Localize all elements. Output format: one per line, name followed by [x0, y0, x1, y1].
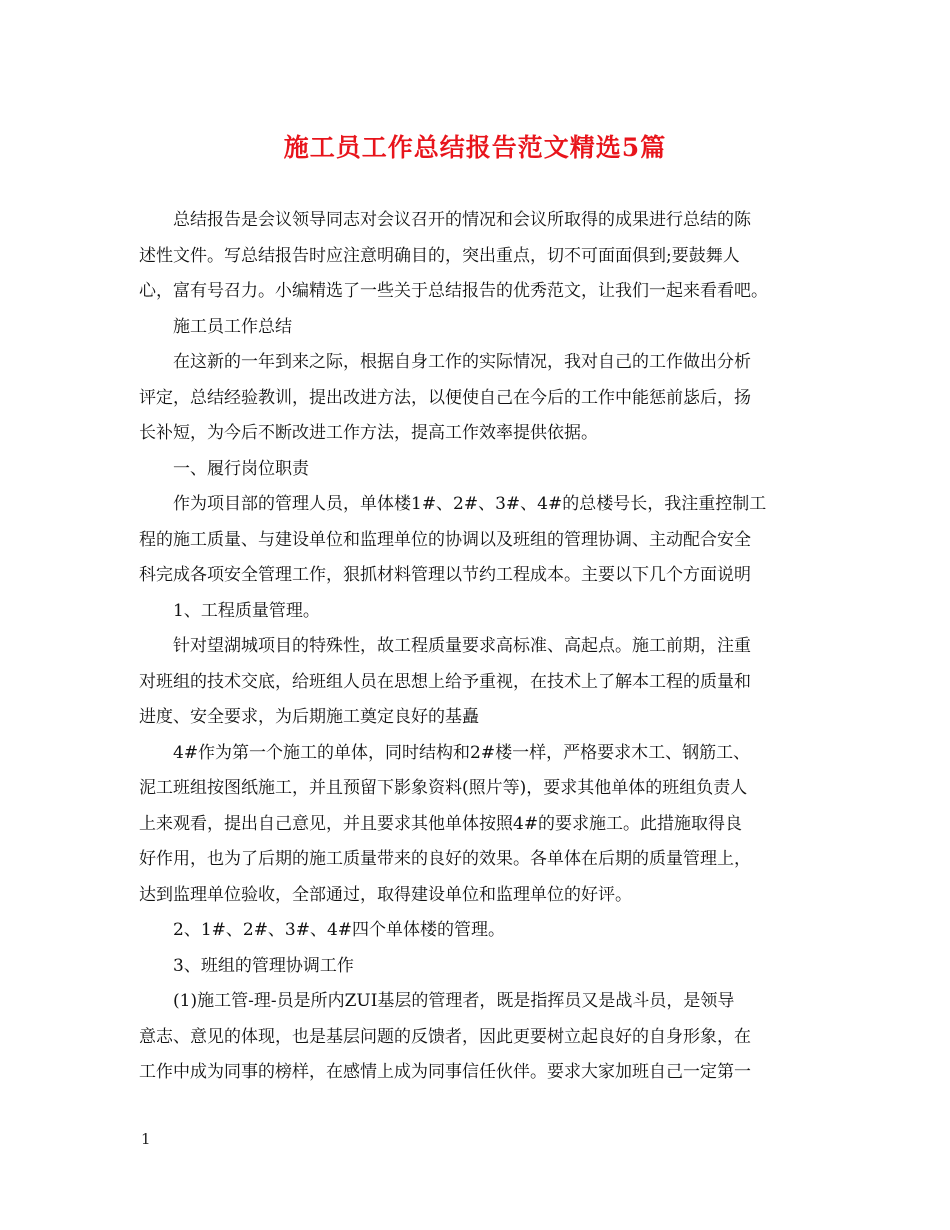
- body-line: 2、1#、2#、3#、4#四个单体楼的管理。: [173, 920, 506, 940]
- body-line: 达到监理单位验收，全部通过，取得建设单位和监理单位的好评。: [139, 884, 632, 905]
- body-line: 科完成各项安全管理工作，狠抓材料管理以节约工程成本。主要以下几个方面说明: [139, 565, 751, 585]
- body-line: 1、工程质量管理。: [173, 600, 320, 621]
- body-line: 4#作为第一个施工的单体，同时结构和2#楼一样，严格要求木工、钢筋工、: [173, 742, 751, 763]
- body-line: 工作中成为同事的榜样，在感情上成为同事信任伙伴。要求大家加班自己一定第一: [139, 1062, 751, 1082]
- body-line: 施工员工作总结: [173, 316, 292, 337]
- body-line: 述性文件。写总结报告时应注意明确目的，突出重点，切不可面面俱到;要鼓舞人: [139, 245, 740, 266]
- body-line: 上来观看，提出自己意见，并且要求其他单体按照4#的要求施工。此措施取得良: [139, 813, 743, 834]
- body-line: 长补短，为今后不断改进工作方法，提高工作效率提供依据。: [139, 423, 598, 443]
- page-number: 1: [141, 1130, 151, 1148]
- body-line: 意志、意见的体现，也是基层问题的反馈者，因此更要树立起良好的自身形象，在: [139, 1026, 751, 1047]
- body-line: 程的施工质量、与建设单位和监理单位的协调以及班组的管理协调、主动配合安全: [139, 529, 751, 550]
- document-body: [139, 203, 819, 1091]
- body-line: 总结报告是会议领导同志对会议召开的情况和会议所取得的成果进行总结的陈: [173, 210, 751, 230]
- document-title: 施工员工作总结报告范文精选5篇: [283, 133, 667, 162]
- body-line: 进度、安全要求，为后期施工奠定良好的基矗: [139, 707, 479, 727]
- body-line: 一、履行岗位职责: [173, 458, 309, 479]
- body-line: 好作用，也为了后期的施工质量带来的良好的效果。各单体在后期的质量管理上，: [139, 849, 751, 869]
- body-line: 评定，总结经验教训，提出改进方法，以便使自己在今后的工作中能惩前毖后，扬: [139, 387, 751, 408]
- body-line: 作为项目部的管理人员，单体楼1#、2#、3#、4#的总楼号长，我注重控制工: [173, 494, 767, 514]
- body-line: 心，富有号召力。小编精选了一些关于总结报告的优秀范文，让我们一起来看看吧。: [139, 281, 768, 301]
- body-line: 对班组的技术交底，给班组人员在思想上给予重视，在技术上了解本工程的质量和: [139, 671, 751, 692]
- body-line: 3、班组的管理协调工作: [173, 955, 354, 976]
- body-line: 在这新的一年到来之际，根据自身工作的实际情况，我对自己的工作做出分析: [173, 352, 751, 372]
- body-line: (1)施工管-理-员是所内ZUI基层的管理者，既是指挥员又是战斗员，是领导: [173, 991, 735, 1011]
- body-line: 针对望湖城项目的特殊性，故工程质量要求高标准、高起点。施工前期，注重: [173, 636, 751, 656]
- body-line: 泥工班组按图纸施工，并且预留下影象资料(照片等)，要求其他单体的班组负责人: [139, 778, 748, 798]
